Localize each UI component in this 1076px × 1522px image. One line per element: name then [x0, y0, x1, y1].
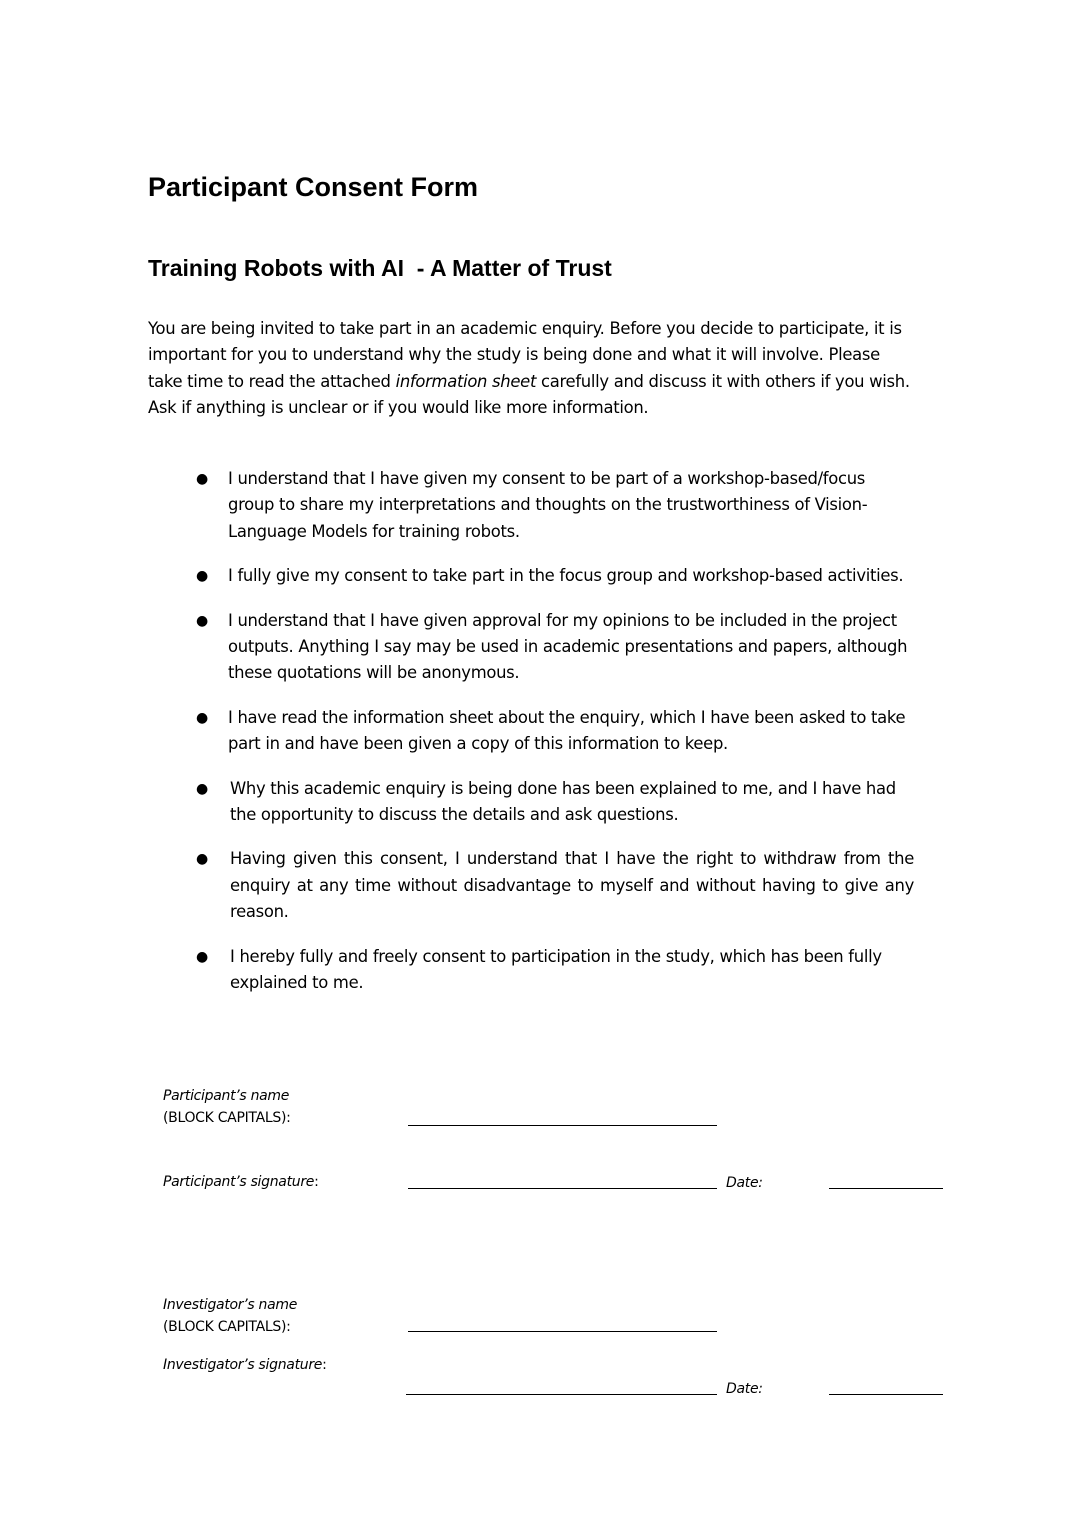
intro-text-3: Ask if anything is unclear or if you would like more information.	[148, 398, 649, 418]
investigator-name-label-text: Investigator’s name	[163, 1297, 298, 1313]
bullet-icon: ●	[196, 709, 208, 726]
intro-paragraph	[148, 316, 918, 422]
bullet-icon: ●	[196, 612, 208, 629]
intro-text-1: You are being invited to take part in an academic enquiry. Before you decide to participate, it is important for you to understand why the study is being done and what it will involve. Please take time to read the attached	[148, 319, 902, 391]
investigator-date-line[interactable]	[829, 1394, 943, 1395]
participant-name-line[interactable]	[408, 1125, 717, 1126]
statement-text: I have read the information sheet about the enquiry, which I have been asked to take part in and have been given a copy of this information to keep.	[228, 707, 906, 754]
intro-text-2: carefully and discuss it with others if you wish.	[536, 371, 910, 391]
consent-statement	[194, 776, 914, 829]
investigator-name-caps-text: (BLOCK CAPITALS):	[163, 1319, 291, 1335]
investigator-name-line[interactable]	[408, 1331, 717, 1332]
investigator-name-label	[163, 1294, 297, 1338]
bullet-icon: ●	[196, 851, 208, 868]
consent-statement	[194, 466, 914, 545]
bullet-icon: ●	[196, 780, 208, 797]
statement-text: I hereby fully and freely consent to participation in the study, which has been fully explained to me.	[230, 946, 882, 993]
participant-signature-label-text: Participant’s signature	[163, 1174, 315, 1190]
consent-statement	[194, 705, 914, 758]
participant-date-label	[726, 1172, 763, 1194]
investigator-signature-colon: :	[322, 1357, 327, 1373]
investigator-signature-label	[163, 1354, 327, 1376]
participant-signature-colon: :	[314, 1174, 319, 1190]
investigator-signature-line[interactable]	[406, 1394, 717, 1395]
statement-text: Why this academic enquiry is being done has been explained to me, and I have had the opportunity to discuss the details and ask questions.	[230, 778, 896, 825]
participant-signature-label	[163, 1171, 319, 1193]
investigator-date-label-text: Date:	[726, 1381, 763, 1397]
participant-signature-line[interactable]	[408, 1188, 717, 1189]
statement-text: I understand that I have given approval for my opinions to be included in the project outputs. Anything I say may be used in academic presentations and papers, although these quotations will be anonymous.	[228, 610, 908, 683]
information-sheet-emphasis: information sheet	[395, 371, 537, 391]
investigator-date-label	[726, 1378, 763, 1400]
participant-date-label-text: Date:	[726, 1175, 763, 1191]
statement-text: Having given this consent, I understand that I have the right to withdraw from the enquiry at any time without disadvantage to myself and without having to give any reason.	[230, 849, 914, 922]
bullet-icon: ●	[196, 948, 208, 965]
form-title: Participant Consent Form	[148, 172, 479, 202]
consent-statement	[194, 846, 914, 925]
investigator-signature-label-text: Investigator’s signature	[163, 1357, 323, 1373]
consent-statements-list	[194, 466, 914, 1015]
statement-text: I fully give my consent to take part in the focus group and workshop-based activities.	[228, 566, 904, 586]
bullet-icon: ●	[196, 471, 208, 487]
participant-name-label-text: Participant’s name	[163, 1088, 290, 1104]
participant-name-label	[163, 1085, 291, 1129]
consent-statement	[194, 944, 914, 997]
consent-statement	[194, 563, 914, 589]
statement-text: I understand that I have given my consent to be part of a workshop-based/focus group to share my interpretations and thoughts on the trustworthiness of Vision-Language Models for training robots.	[228, 469, 868, 541]
participant-name-caps-text: (BLOCK CAPITALS):	[163, 1110, 291, 1126]
bullet-icon: ●	[196, 568, 208, 585]
consent-statement	[194, 608, 914, 687]
participant-date-line[interactable]	[829, 1188, 943, 1189]
study-title: Training Robots with AI - A Matter of Trust	[148, 255, 612, 281]
